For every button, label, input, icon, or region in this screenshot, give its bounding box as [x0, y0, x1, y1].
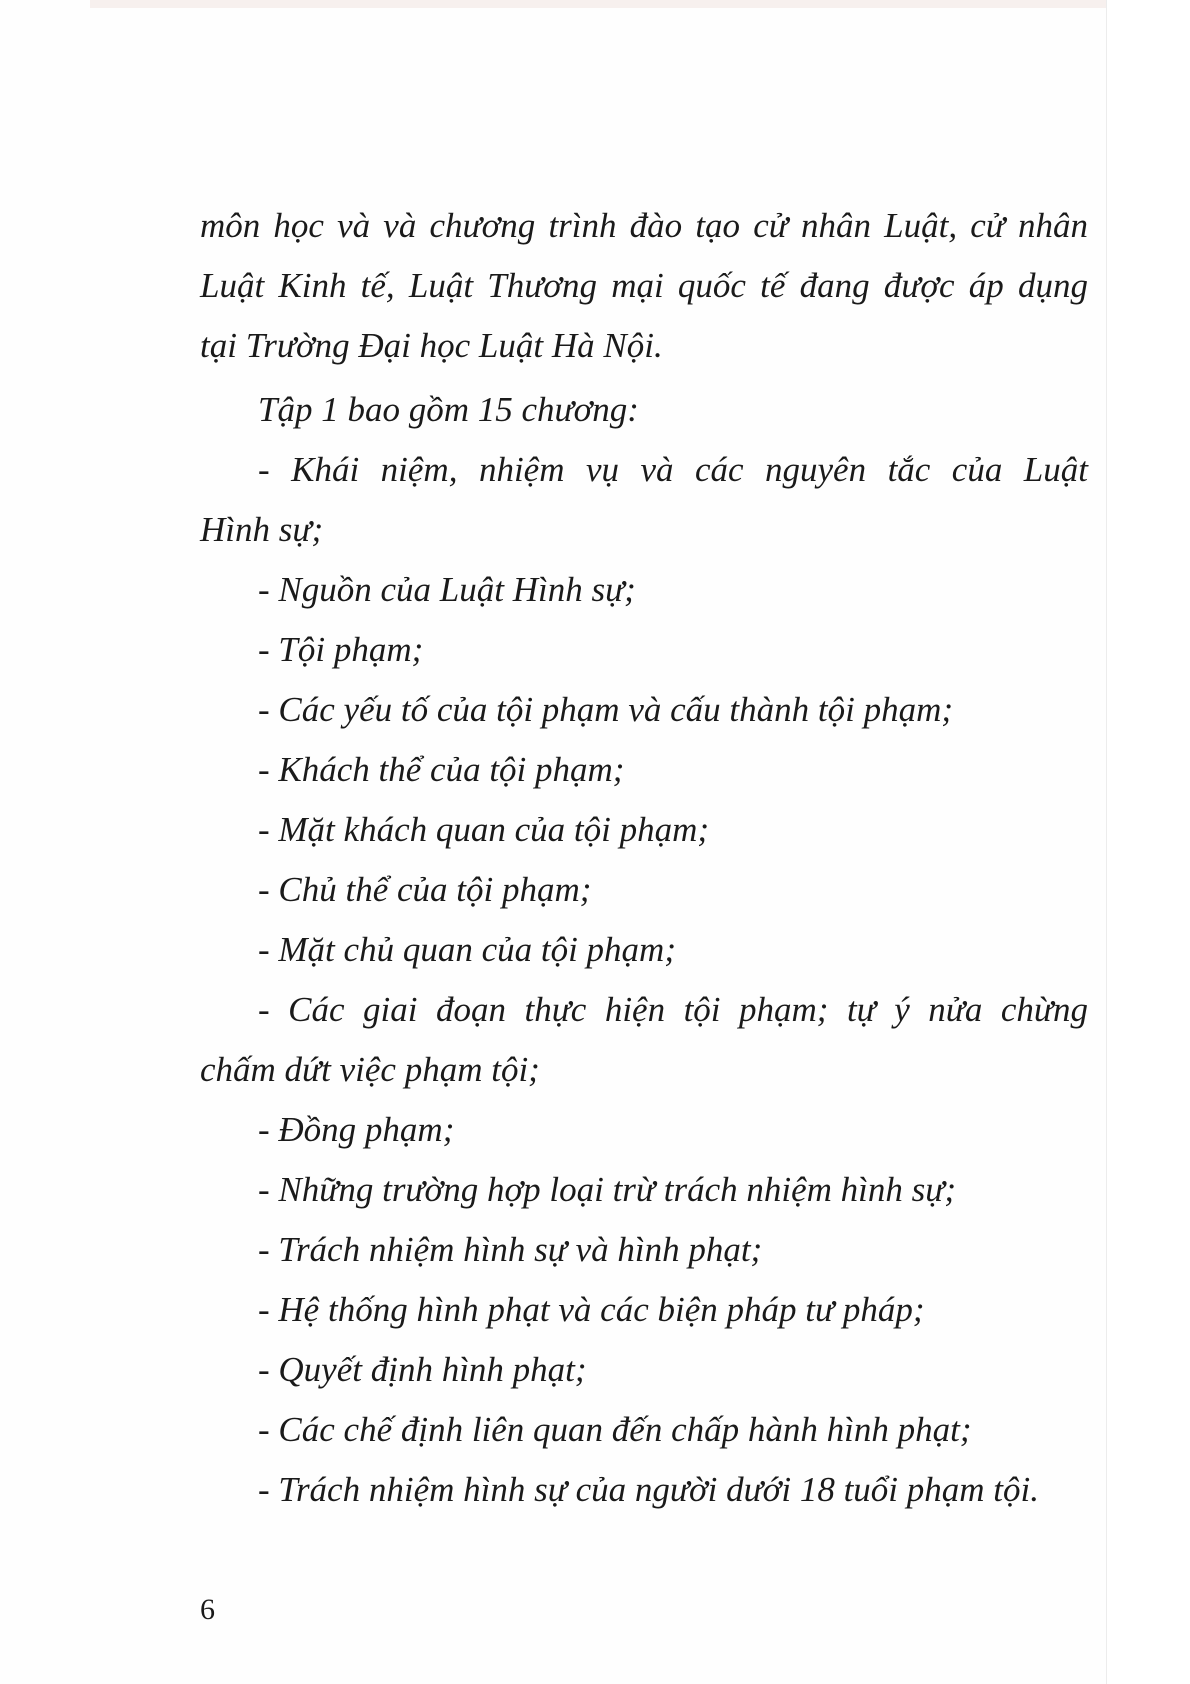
page-number: 6 — [200, 1593, 215, 1626]
page-right-margin — [1106, 0, 1190, 1684]
chapter-item: - Quyết định hình phạt; — [258, 1350, 587, 1389]
chapter-item: - Mặt khách quan của tội phạm; — [258, 810, 710, 849]
page-top-edge — [90, 0, 1106, 8]
chapter-item: - Hệ thống hình phạt và các biện pháp tư pháp; — [258, 1290, 925, 1329]
chapter-item: - Chủ thể của tội phạm; — [258, 870, 592, 909]
intro-line-1: môn học và và chương trình đào tạo cử nhân Luật, cử nhân — [200, 206, 1088, 245]
chapter-item: - Những trường hợp loại trừ trách nhiệm hình sự; — [258, 1170, 957, 1209]
chapter-1-line-1: - Khái niệm, nhiệm vụ và các nguyên tắc của Luật — [258, 450, 1088, 489]
chapter-item: - Các yếu tố của tội phạm và cấu thành tội phạm; — [258, 690, 954, 729]
volume-heading: Tập 1 bao gồm 15 chương: — [258, 390, 639, 429]
page-body — [200, 196, 1088, 1520]
chapter-item: - Đồng phạm; — [258, 1110, 455, 1149]
chapter-item: - Mặt chủ quan của tội phạm; — [258, 930, 676, 969]
chapter-9-line-2: chấm dứt việc phạm tội; — [200, 1050, 540, 1089]
chapter-9-line-1: - Các giai đoạn thực hiện tội phạm; tự ý nửa chừng — [258, 990, 1088, 1029]
chapter-item: - Các chế định liên quan đến chấp hành hình phạt; — [258, 1410, 972, 1449]
intro-line-3: tại Trường Đại học Luật Hà Nội. — [200, 326, 663, 365]
chapter-item: - Khách thể của tội phạm; — [258, 750, 625, 789]
chapter-item: - Trách nhiệm hình sự và hình phạt; — [258, 1230, 763, 1269]
chapter-item: - Trách nhiệm hình sự của người dưới 18 tuổi phạm tội. — [258, 1470, 1040, 1509]
chapter-1-line-2: Hình sự; — [200, 510, 324, 549]
chapter-item: - Nguồn của Luật Hình sự; — [258, 570, 636, 609]
chapter-item: - Tội phạm; — [258, 630, 424, 669]
intro-line-2: Luật Kinh tế, Luật Thương mại quốc tế đang được áp dụng — [200, 266, 1088, 305]
